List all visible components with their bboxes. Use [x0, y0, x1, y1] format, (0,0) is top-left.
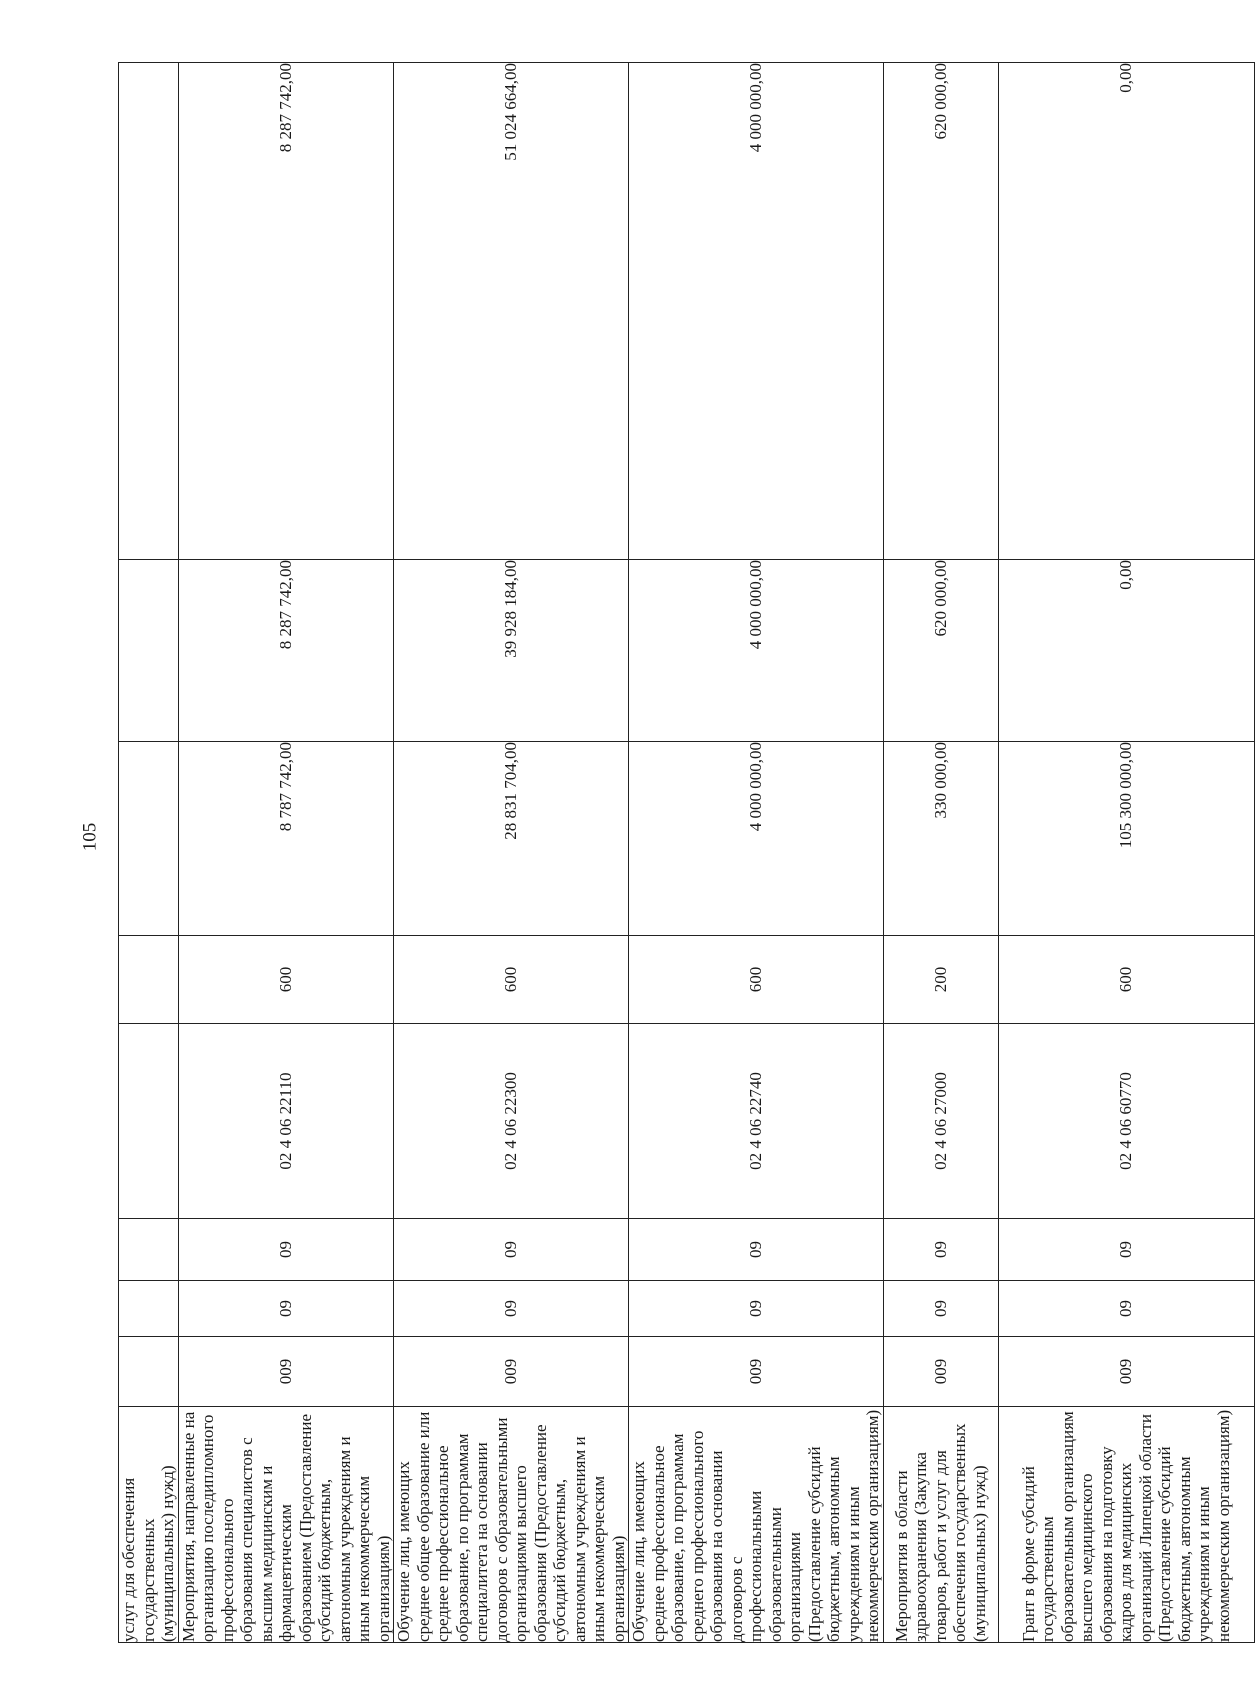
amount-year-2	[119, 560, 179, 742]
target-article-code	[119, 1024, 179, 1219]
ministry-code: 009	[178, 1337, 394, 1407]
amount-year-3: 8 287 742,00	[178, 63, 394, 560]
amount-year-2: 620 000,00	[883, 560, 998, 742]
amount-year-1: 4 000 000,00	[629, 742, 884, 936]
ministry-code: 009	[629, 1337, 884, 1407]
section-code: 09	[178, 1281, 394, 1337]
table-row	[883, 63, 998, 1643]
amount-year-2: 8 287 742,00	[178, 560, 394, 742]
subsection-code: 09	[883, 1219, 998, 1281]
ministry-code: 009	[883, 1337, 998, 1407]
target-article-code: 02 4 06 22110	[178, 1024, 394, 1219]
table-row	[998, 63, 1254, 1643]
target-article-code: 02 4 06 22740	[629, 1024, 884, 1219]
target-article-code: 02 4 06 60770	[998, 1024, 1254, 1219]
row-description: Обучение лиц, имеющих среднее профессиональное образование, по программам среднего профессионального образования на основании договоров с профессиональными образовательными организациями (Предоставление субсидий бюджетным, автономным учреждениям и иным некоммерческим организациям)	[629, 1407, 884, 1643]
ministry-code: 009	[394, 1337, 629, 1407]
subsection-code: 09	[998, 1219, 1254, 1281]
section-code: 09	[998, 1281, 1254, 1337]
expense-type-code: 600	[998, 936, 1254, 1024]
amount-year-2: 39 928 184,00	[394, 560, 629, 742]
amount-year-1: 8 787 742,00	[178, 742, 394, 936]
section-code: 09	[629, 1281, 884, 1337]
ministry-code: 009	[998, 1337, 1254, 1407]
subsection-code: 09	[394, 1219, 629, 1281]
row-description: Грант в форме субсидий государственным образовательным организациям высшего медицинского образования на подготовку кадров для медицинских организаций Липецкой области (Предоставление субсидий бюджетным, автономным учреждениям и иным некоммерческим организациям)	[998, 1407, 1254, 1643]
expense-type-code	[119, 936, 179, 1024]
expense-type-code: 600	[178, 936, 394, 1024]
table-row	[629, 63, 884, 1643]
amount-year-1: 28 831 704,00	[394, 742, 629, 936]
target-article-code: 02 4 06 22300	[394, 1024, 629, 1219]
expense-type-code: 200	[883, 936, 998, 1024]
rotated-table-container	[118, 63, 1233, 1643]
section-code	[119, 1281, 179, 1337]
amount-year-2: 4 000 000,00	[629, 560, 884, 742]
row-description: Обучение лиц, имеющих среднее общее образование или среднее профессиональное образование, по программам специалитета на основании договоров с образовательными организациями высшего образования (Предоставление субсидий бюджетным, автономным учреждениям и иным некоммерческим организациям)	[394, 1407, 629, 1643]
section-code: 09	[394, 1281, 629, 1337]
table-row	[119, 63, 179, 1643]
expense-type-code: 600	[629, 936, 884, 1024]
amount-year-3	[119, 63, 179, 560]
ministry-code	[119, 1337, 179, 1407]
amount-year-3: 51 024 664,00	[394, 63, 629, 560]
row-description: Мероприятия, направленные на организацию последипломного профессионального образования специалистов с высшим медицинским и фармацевтическим образованием (Предоставление субсидий бюджетным, автономным учреждениям и иным некоммерческим организациям)	[178, 1407, 394, 1643]
section-code: 09	[883, 1281, 998, 1337]
target-article-code: 02 4 06 27000	[883, 1024, 998, 1219]
row-description: услуг для обеспечения государственных (муниципальных) нужд)	[119, 1407, 179, 1643]
amount-year-1	[119, 742, 179, 936]
subsection-code	[119, 1219, 179, 1281]
amount-year-1: 330 000,00	[883, 742, 998, 936]
amount-year-3: 620 000,00	[883, 63, 998, 560]
amount-year-3: 0,00	[998, 63, 1254, 560]
amount-year-1: 105 300 000,00	[998, 742, 1254, 936]
page-number: 105	[79, 822, 101, 852]
budget-table	[118, 62, 1255, 1643]
table-row	[394, 63, 629, 1643]
table-row	[178, 63, 394, 1643]
amount-year-3: 4 000 000,00	[629, 63, 884, 560]
subsection-code: 09	[178, 1219, 394, 1281]
row-description: Мероприятия в области здравоохранения (Закупка товаров, работ и услуг для обеспечения государственных (муниципальных) нужд)	[883, 1407, 998, 1643]
amount-year-2: 0,00	[998, 560, 1254, 742]
subsection-code: 09	[629, 1219, 884, 1281]
expense-type-code: 600	[394, 936, 629, 1024]
